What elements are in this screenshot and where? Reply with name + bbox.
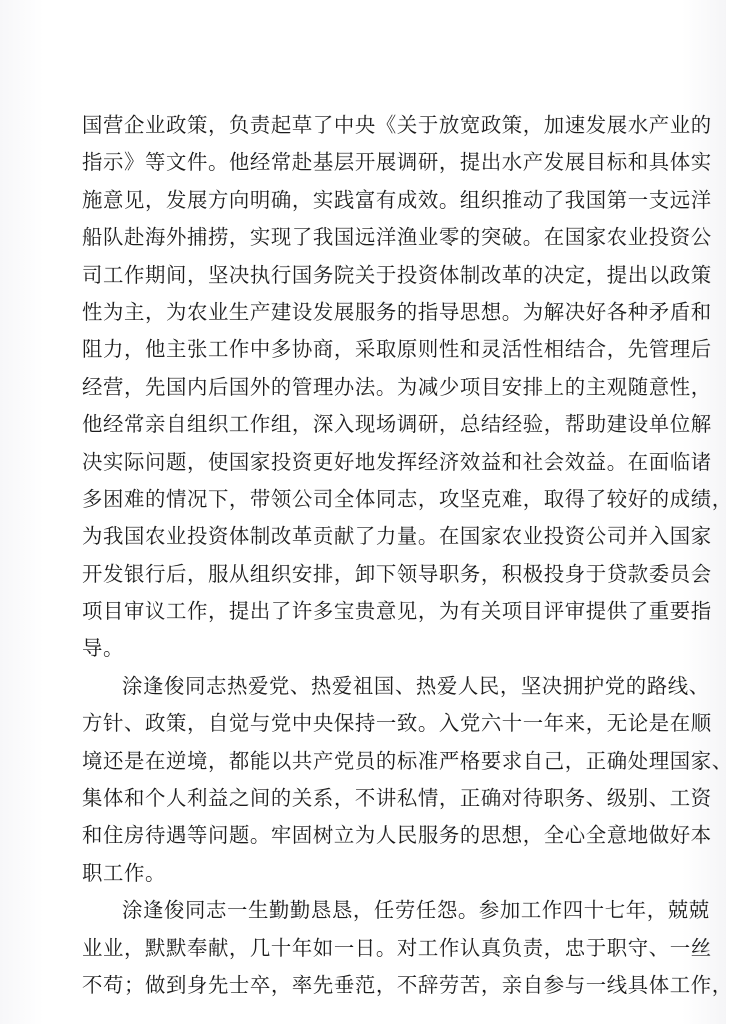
text-line: 集体和个人利益之间的关系，不讲私情，正确对待职务、级别、工资: [82, 786, 712, 811]
text-line: 境还是在逆境，都能以共产党员的标准严格要求自己，正确处理国家、: [82, 748, 733, 773]
document-body: [82, 107, 733, 1004]
text-line: 性为主，为农业生产建设发展服务的指导思想。为解决好各种矛盾和: [82, 299, 712, 324]
text-line: 决实际问题，使国家投资更好地发挥经济效益和社会效益。在面临诸: [82, 449, 712, 474]
text-line: 他经常亲自组织工作组，深入现场调研，总结经验，帮助建设单位解: [82, 412, 712, 437]
text-line: 司工作期间，坚决执行国务院关于投资体制改革的决定，提出以政策: [82, 262, 712, 287]
text-line: 为我国农业投资体制改革贡献了力量。在国家农业投资公司并入国家: [82, 524, 712, 549]
text-line: 船队赴海外捕捞，实现了我国远洋渔业零的突破。在国家农业投资公: [82, 225, 712, 250]
text-line: 和住房待遇等问题。牢固树立为人民服务的思想，全心全意地做好本: [82, 823, 712, 848]
text-line: 开发银行后，服从组织安排，卸下领导职务，积极投身于贷款委员会: [82, 561, 712, 586]
text-line: 多困难的情况下，带领公司全体同志，攻坚克难，取得了较好的成绩，: [82, 486, 733, 511]
text-line: 业业，默默奉献，几十年如一日。对工作认真负责，忠于职守、一丝: [82, 935, 712, 960]
text-line: 施意见，发展方向明确，实践富有成效。组织推动了我国第一支远洋: [82, 187, 712, 212]
text-line: 方针、政策，自觉与党中央保持一致。入党六十一年来，无论是在顺: [82, 711, 712, 736]
text-line: 阻力，他主张工作中多协商，采取原则性和灵活性相结合，先管理后: [82, 337, 712, 362]
text-line: 指示》等文件。他经常赴基层开展调研，提出水产发展目标和具体实: [82, 150, 712, 175]
text-line: 不苟；做到身先士卒，率先垂范，不辞劳苦，亲自参与一线具体工作，: [82, 972, 733, 997]
text-line: 经营，先国内后国外的管理办法。为减少项目安排上的主观随意性，: [82, 374, 712, 399]
text-line: 项目审议工作，提出了许多宝贵意见，为有关项目评审提供了重要指: [82, 599, 712, 624]
paragraph-start-line: 涂逢俊同志热爱党、热爱祖国、热爱人民，坚决拥护党的路线、: [122, 673, 710, 698]
text-line: 国营企业政策，负责起草了中央《关于放宽政策，加速发展水产业的: [82, 113, 712, 137]
paragraph-start-line: 涂逢俊同志一生勤勤恳恳，任劳任怨。参加工作四十七年，兢兢: [122, 898, 710, 923]
text-line: 导。: [82, 636, 124, 661]
text-line: 职工作。: [82, 860, 166, 885]
